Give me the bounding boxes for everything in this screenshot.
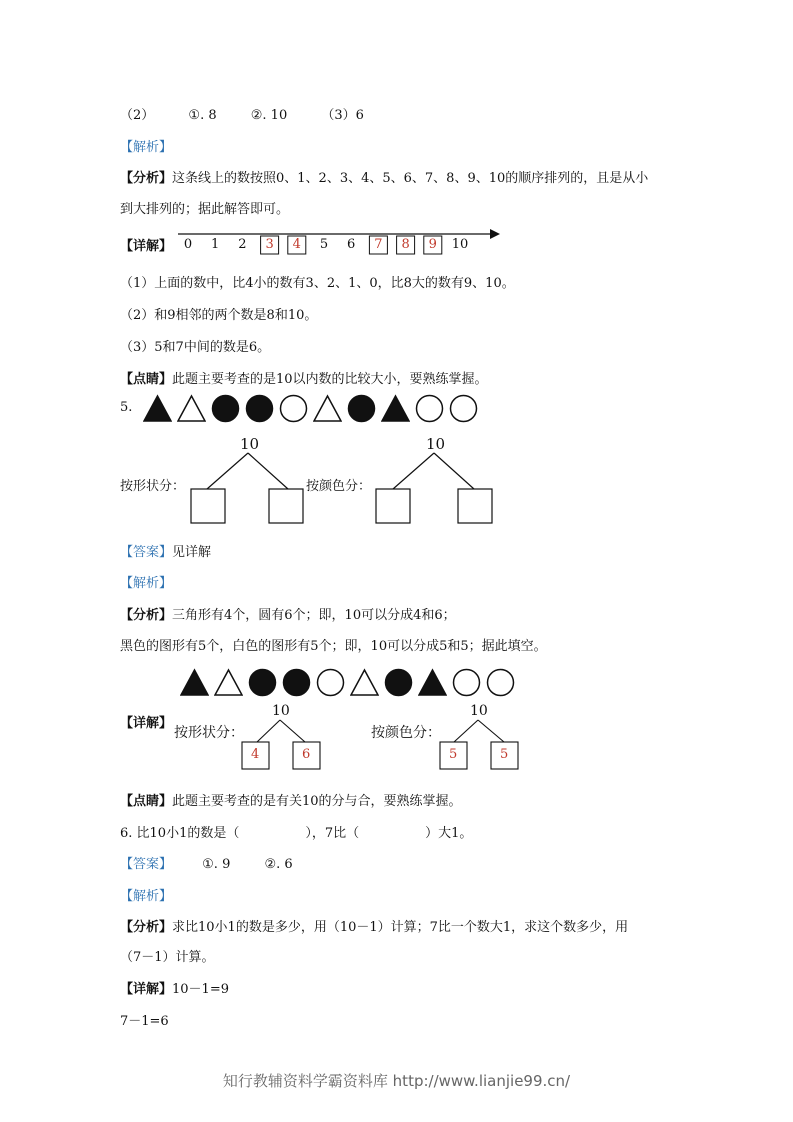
- jiexi-heading-q4: 【解析】: [120, 140, 173, 155]
- q5-detail-top-color: 10: [470, 703, 488, 719]
- fenxi-tag: 【分析】: [120, 608, 173, 623]
- q6-calc-2: 7－1=6: [120, 1014, 169, 1029]
- fenxi-q5-line2: 黑色的图形有5个，白色的图形有5个；即，10可以分成5和5；据此填空。: [120, 639, 547, 654]
- detail-q4-p1: （1）上面的数中，比4小的数有3、2、1、0，比8大的数有9、10。: [120, 276, 515, 291]
- fenxi-tag: 【分析】: [120, 171, 173, 186]
- fenxi-q6-line1: [120, 916, 628, 935]
- fenxi-q6-line2: （7－1）计算。: [120, 950, 215, 965]
- q6-answer-1: ①. 9: [202, 857, 231, 872]
- daan-q6: [120, 853, 293, 872]
- q6-stem-b: ），7比（: [305, 826, 360, 841]
- q5-ans-color-2: 5: [500, 747, 509, 762]
- fenxi-text: 三角形有4个，圆有6个；即，10可以分成4和6；: [172, 608, 456, 623]
- fenxi-text: 这条线上的数按照0、1、2、3、4、5、6、7、8、9、10的顺序排列的，且是从小: [172, 171, 649, 186]
- jiexi-heading-q6: 【解析】: [120, 889, 173, 904]
- number-line-label: 1: [211, 237, 220, 252]
- q5-ans-shape-2: 6: [302, 747, 311, 762]
- xiangjie-q6: [120, 978, 229, 997]
- q5-by-color-label: 按颜色分：: [306, 479, 372, 494]
- daan-tag: 【答案】: [120, 857, 173, 872]
- xiangjie-tag: 【详解】: [120, 239, 173, 254]
- number-line-label: 7: [374, 237, 383, 252]
- number-line-label: 0: [183, 237, 193, 252]
- q5-tree-top-shape: 10: [240, 435, 260, 453]
- dianjing-tag: 【点睛】: [120, 794, 173, 809]
- answer-choice-1: ①. 8: [188, 108, 217, 123]
- q5-detail-by-color-label: 按颜色分：: [371, 725, 441, 741]
- q5-tree-top-color: 10: [426, 435, 446, 453]
- dianjing-text: 此题主要考查的是有关10的分与合，要熟练掌握。: [172, 794, 462, 809]
- detail-q4-p3: （3）5和7中间的数是6。: [120, 340, 271, 355]
- number-line-label: 9: [428, 237, 437, 252]
- q5-detail-by-shape-label: 按形状分：: [174, 725, 244, 741]
- q5-detail-top-shape: 10: [272, 703, 290, 719]
- q6-answer-2: ②. 6: [264, 857, 293, 872]
- number-line-label: 3: [265, 237, 274, 252]
- answer-part-2: （2）: [120, 108, 155, 123]
- fenxi-q4-line2: 到大排列的；据此解答即可。: [120, 202, 290, 217]
- detail-q4-p2: （2）和9相邻的两个数是8和10。: [120, 308, 318, 323]
- xiangjie-tag: 【详解】: [120, 982, 173, 997]
- q5-number: 5.: [120, 400, 133, 415]
- fenxi-tag: 【分析】: [120, 920, 173, 935]
- dianjing-text: 此题主要考查的是10以内数的比较大小，要熟练掌握。: [172, 372, 488, 387]
- number-line-label: 4: [292, 237, 301, 252]
- q5-by-shape-label: 按形状分：: [120, 479, 186, 494]
- number-line-label: 5: [319, 237, 329, 252]
- q6-stem-c: ）大1。: [425, 826, 473, 841]
- answer-part-3: （3）6: [321, 108, 364, 123]
- jiexi-heading-q5: 【解析】: [120, 576, 173, 591]
- number-line-label: 10: [451, 237, 469, 252]
- answer-choice-2: ②. 10: [250, 108, 288, 123]
- dianjing-q5: [120, 790, 462, 809]
- q6-calc-1: 10－1=9: [172, 982, 229, 997]
- daan-tag: 【答案】: [120, 545, 173, 560]
- daan-text: 见详解: [172, 545, 212, 560]
- xiangjie-tag: 【详解】: [120, 716, 173, 731]
- page-footer-watermark: 知行教辅资料学霸资料库 http://www.lianjie99.cn/: [222, 1072, 571, 1090]
- q6-stem: [120, 822, 472, 841]
- number-line-label: 8: [401, 237, 410, 252]
- number-line-label: 6: [347, 237, 356, 252]
- fenxi-text: 求比10小1的数是多少，用（10－1）计算；7比一个数大1，求这个数多少，用: [172, 920, 629, 935]
- q5-ans-shape-1: 4: [251, 747, 260, 762]
- number-line-label: 2: [238, 237, 247, 252]
- q6-stem-a: 6. 比10小1的数是（: [120, 826, 240, 841]
- dianjing-tag: 【点睛】: [120, 372, 173, 387]
- q5-ans-color-1: 5: [449, 747, 458, 762]
